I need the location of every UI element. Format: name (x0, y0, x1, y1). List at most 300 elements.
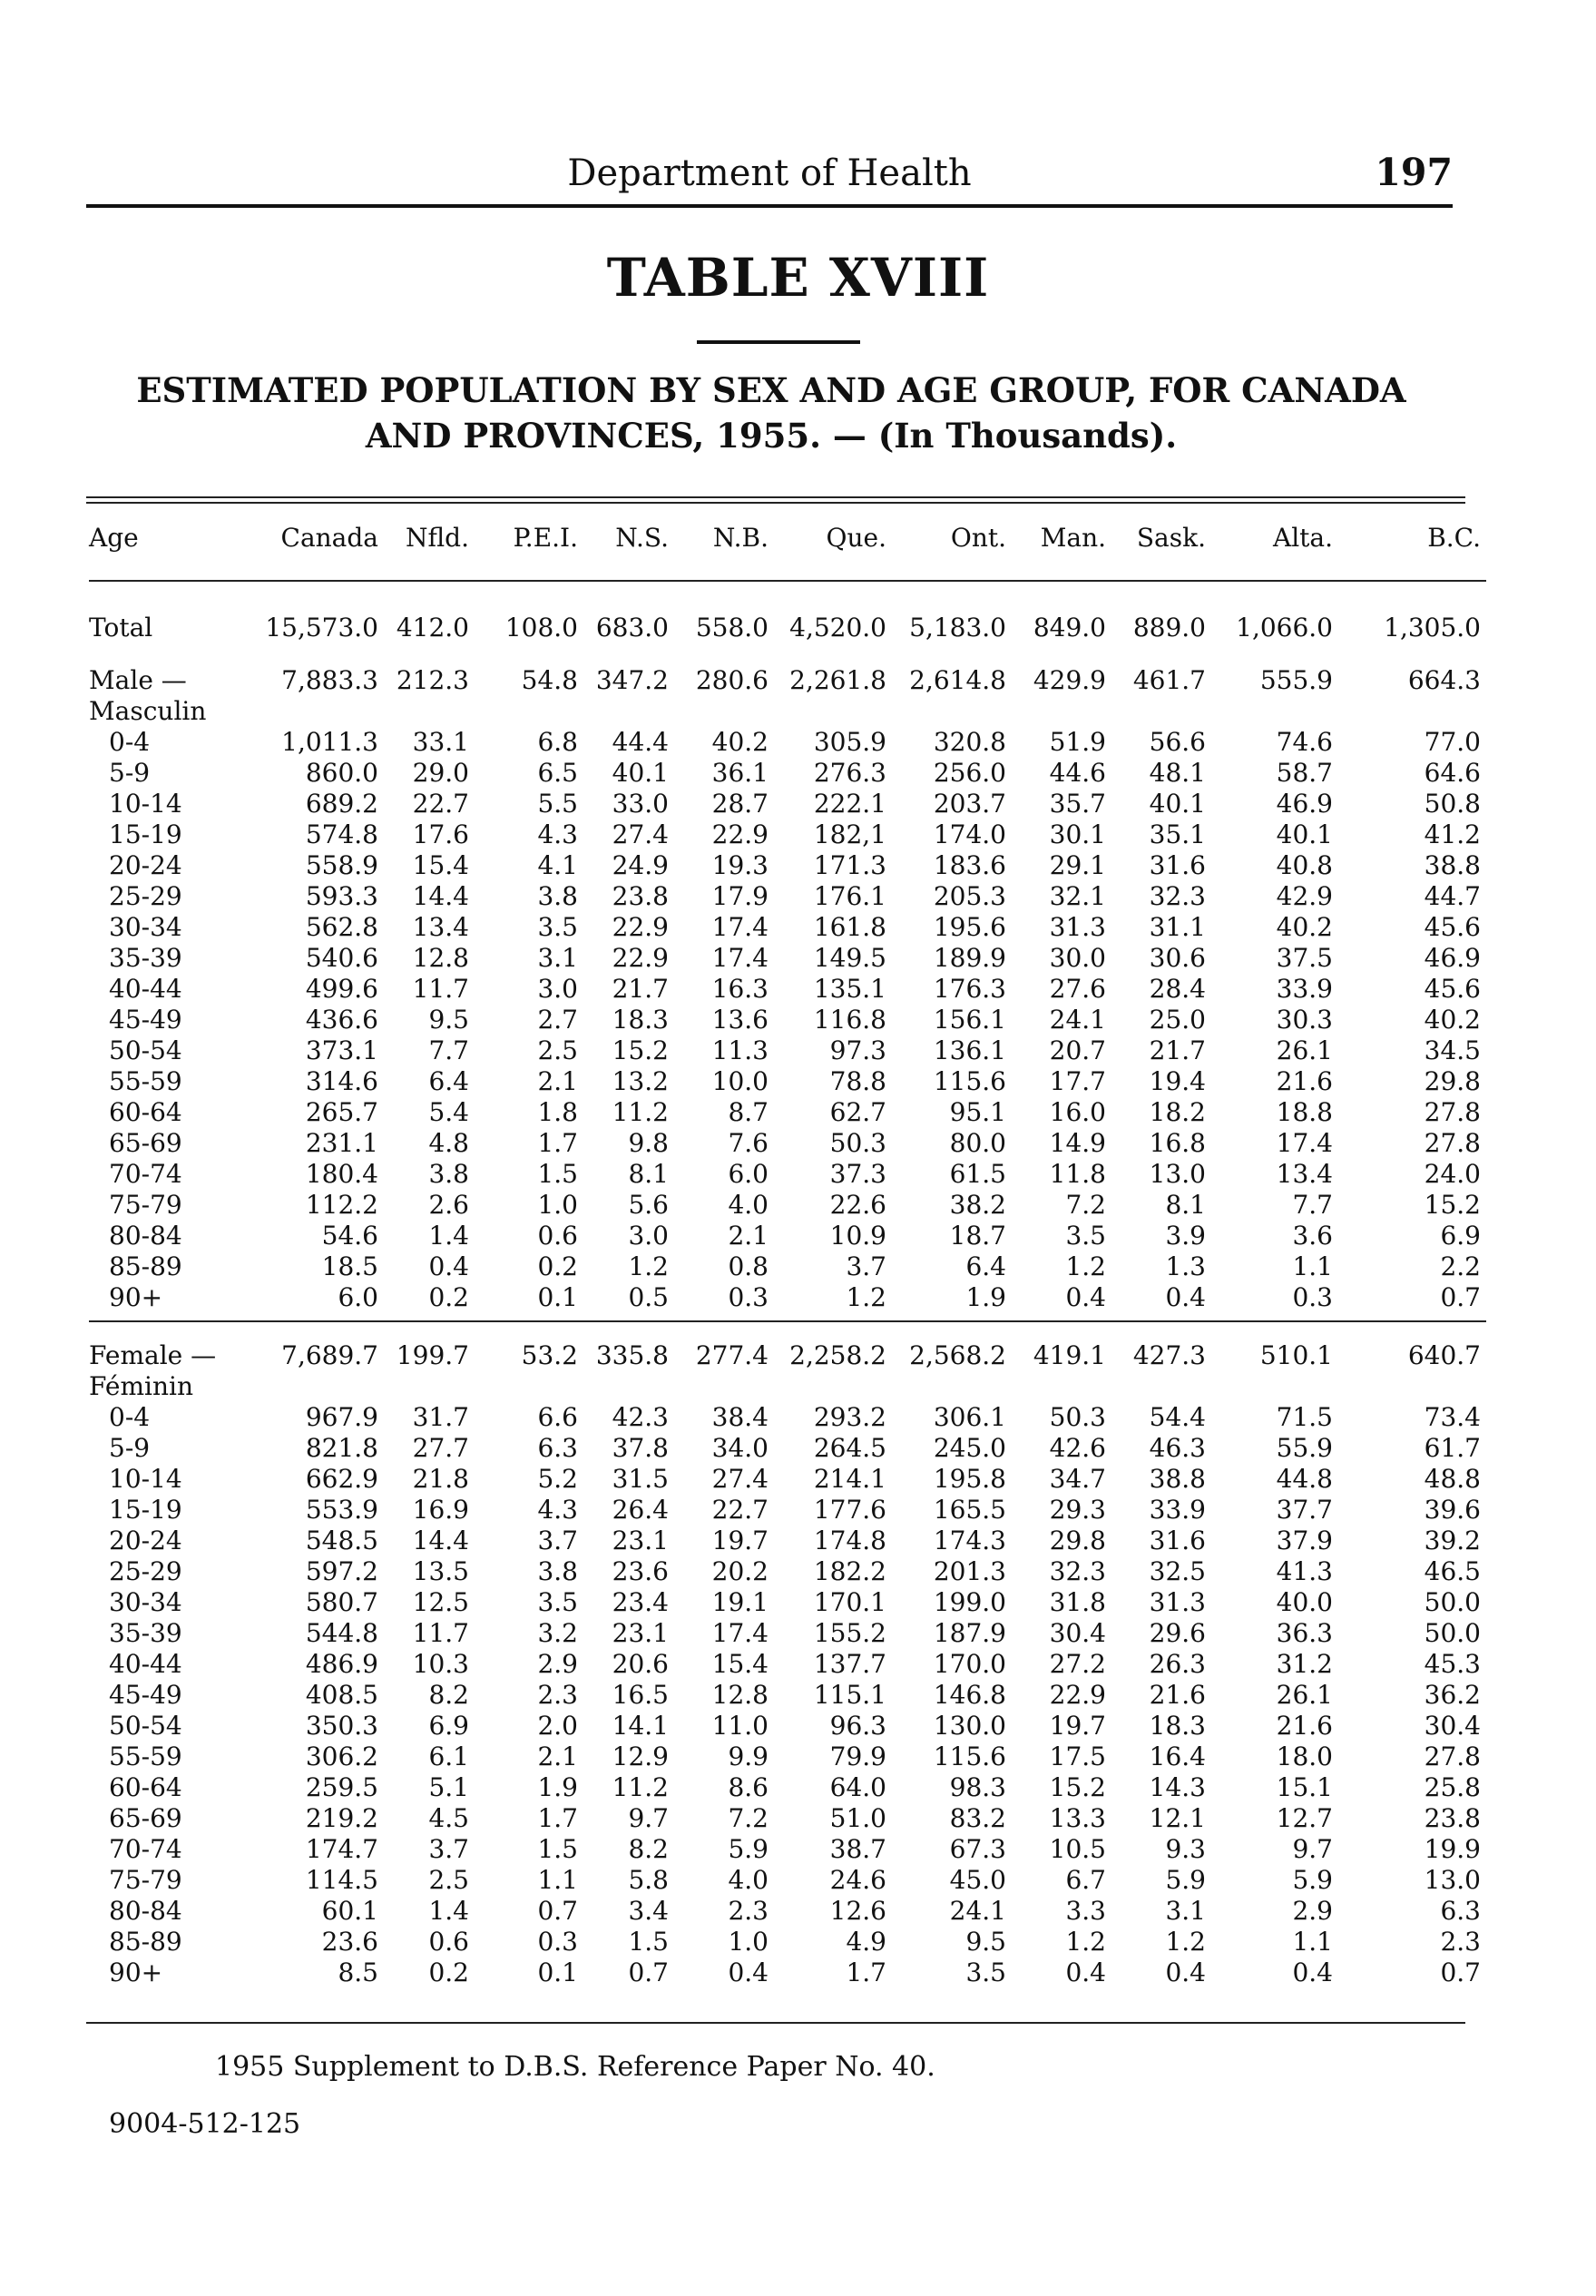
age-group-label: 50-54 (109, 1035, 182, 1065)
table-cell: 31.6 (1149, 1526, 1206, 1555)
table-cell: 4.3 (537, 1495, 578, 1525)
column-header: N.B. (712, 523, 769, 553)
table-cell: 0.8 (728, 1251, 769, 1281)
table-cell: 19.7 (711, 1526, 769, 1555)
table-cell: 5.8 (628, 1865, 669, 1895)
age-group-label: 30-34 (109, 912, 182, 942)
table-cell: 6.8 (537, 727, 578, 757)
table-cell: 15.2 (1049, 1772, 1106, 1802)
table-cell: 597.2 (305, 1556, 378, 1586)
table-row (89, 1005, 1486, 1035)
table-cell: 23.6 (612, 1556, 669, 1586)
age-group-label: 40-44 (109, 1649, 182, 1679)
table-cell: 40.0 (1276, 1587, 1333, 1617)
age-group-label: 80-84 (109, 1896, 182, 1926)
table-cell: 29.0 (412, 758, 469, 788)
table-cell: 22.9 (612, 912, 669, 942)
age-group-label: 50-54 (109, 1711, 182, 1741)
table-cell: 95.1 (949, 1097, 1006, 1127)
age-group-label: 60-64 (109, 1772, 182, 1802)
table-cell: 1,305.0 (1384, 613, 1481, 643)
table-cell: 31.8 (1049, 1587, 1106, 1617)
table-cell: 40.2 (1424, 1005, 1481, 1035)
table-cell: 280.6 (695, 665, 769, 695)
table-cell: 548.5 (305, 1526, 378, 1555)
table-cell: 33.9 (1149, 1495, 1206, 1525)
table-cell: 558.9 (305, 850, 378, 880)
table-cell: 7.7 (428, 1035, 469, 1065)
table-cell: 1.2 (846, 1282, 886, 1312)
table-cell: 350.3 (305, 1711, 378, 1741)
table-cell: 821.8 (305, 1433, 378, 1463)
table-cell: 171.3 (813, 850, 886, 880)
table-cell: 20.6 (612, 1649, 669, 1679)
table-cell: 35.7 (1049, 789, 1106, 819)
table-cell: 0.4 (1065, 1957, 1106, 1987)
table-cell: 26.3 (1149, 1649, 1206, 1679)
table-cell: 259.5 (305, 1772, 378, 1802)
age-group-label: 45-49 (109, 1680, 182, 1710)
table-cell: 3.4 (628, 1896, 669, 1926)
table-cell: 4.3 (537, 819, 578, 849)
table-cell: 14.1 (612, 1711, 669, 1741)
table-row (89, 1865, 1486, 1896)
table-cell: 165.5 (933, 1495, 1006, 1525)
table-cell: 156.1 (933, 1005, 1006, 1035)
table-row (89, 1190, 1486, 1221)
table-cell: 1.4 (428, 1896, 469, 1926)
table-cell: 199.7 (384, 1321, 475, 1402)
table-cell: 13.2 (612, 1066, 669, 1096)
table-cell: 7,883.3 (281, 665, 378, 695)
table-cell: 27.2 (1049, 1649, 1106, 1679)
table-cell: 640.7 (1338, 1321, 1486, 1402)
table-cell: 37.5 (1276, 943, 1333, 973)
table-cell: 6.9 (428, 1711, 469, 1741)
table-cell: 373.1 (305, 1035, 378, 1065)
table-cell: 0.7 (1440, 1957, 1481, 1987)
page-number: 197 (1375, 151, 1453, 194)
table-cell: 1,066.0 (1236, 613, 1333, 643)
table-row (89, 881, 1486, 912)
table-cell: 115.1 (813, 1680, 886, 1710)
table-cell: 31.3 (1149, 1587, 1206, 1617)
table-cell: 12.7 (1276, 1803, 1333, 1833)
table-cell: 6.6 (537, 1402, 578, 1432)
table-cell: 562.8 (305, 912, 378, 942)
table-cell: 2,258.2 (774, 1321, 892, 1402)
table-cell: 5.9 (1292, 1865, 1333, 1895)
table-cell: 1.1 (1292, 1927, 1333, 1957)
table-cell: 37.7 (1276, 1495, 1333, 1525)
table-cell: 0.2 (428, 1957, 469, 1987)
table-cell: 174.0 (933, 819, 1006, 849)
table-cell: 2.6 (428, 1190, 469, 1220)
title-rule (697, 340, 860, 344)
table-cell: 2.5 (428, 1865, 469, 1895)
table-cell: 48.1 (1149, 758, 1206, 788)
table-cell: 23.1 (612, 1526, 669, 1555)
table-cell: 30.3 (1276, 1005, 1333, 1035)
table-cell: 135.1 (813, 974, 886, 1004)
table-cell: 265.7 (305, 1097, 378, 1127)
table-cell: 60.1 (321, 1896, 378, 1926)
table-cell: 212.3 (396, 665, 469, 695)
age-group-label: 40-44 (109, 974, 182, 1004)
table-cell: 5.4 (428, 1097, 469, 1127)
table-cell: 8.1 (628, 1159, 669, 1189)
column-header: Que. (826, 523, 886, 553)
table-cell: 189.9 (933, 943, 1006, 973)
table-cell: 683.0 (595, 613, 669, 643)
age-group-label: 70-74 (109, 1159, 182, 1189)
table-cell: 219.2 (305, 1803, 378, 1833)
table-title: TABLE XVIII (606, 247, 990, 309)
table-cell: 14.9 (1049, 1128, 1106, 1158)
male-label (89, 649, 248, 727)
table-cell: 22.6 (829, 1190, 886, 1220)
age-group-label: 65-69 (109, 1128, 182, 1158)
table-cell: 1.9 (965, 1282, 1006, 1312)
table-cell: 30.4 (1049, 1618, 1106, 1648)
table-cell: 13.4 (1276, 1159, 1333, 1189)
table-cell: 53.2 (475, 1321, 583, 1402)
table-cell: 3.5 (965, 1957, 1006, 1987)
table-cell: 17.5 (1049, 1742, 1106, 1771)
table-cell: 5.5 (537, 789, 578, 819)
age-group-label: 15-19 (109, 1495, 182, 1525)
age-group-label: 70-74 (109, 1834, 182, 1864)
table-cell: 0.4 (1292, 1957, 1333, 1987)
table-row (89, 1556, 1486, 1587)
table-cell: 33.9 (1276, 974, 1333, 1004)
table-cell: 16.0 (1049, 1097, 1106, 1127)
table-cell: 2.7 (537, 1005, 578, 1035)
age-group-label: 0-4 (109, 727, 151, 757)
column-header: B.C. (1427, 523, 1481, 553)
table-cell: 1.2 (1065, 1251, 1106, 1281)
table-cell: 306.1 (933, 1402, 1006, 1432)
table-cell: 429.9 (1033, 665, 1106, 695)
table-cell: 161.8 (813, 912, 886, 942)
table-cell: 540.6 (305, 943, 378, 973)
table-cell: 23.1 (612, 1618, 669, 1648)
table-cell: 34.0 (711, 1433, 769, 1463)
table-row (89, 789, 1486, 819)
table-cell: 31.5 (612, 1464, 669, 1494)
table-row (89, 912, 1486, 943)
table-cell: 29.3 (1049, 1495, 1106, 1525)
table-cell: 486.9 (305, 1649, 378, 1679)
table-cell: 12.5 (412, 1587, 469, 1617)
table-row (89, 1035, 1486, 1066)
table-cell: 199.0 (933, 1587, 1006, 1617)
table-cell: 6.3 (1440, 1896, 1481, 1926)
table-cell: 7.6 (728, 1128, 769, 1158)
table-cell: 177.6 (813, 1495, 886, 1525)
table-cell: 50.8 (1424, 789, 1481, 819)
table-cell: 15.2 (612, 1035, 669, 1065)
age-group-label: 5-9 (109, 758, 151, 788)
table-cell: 436.6 (305, 1005, 378, 1035)
table-cell: 26.4 (612, 1495, 669, 1525)
table-cell: 664.3 (1407, 665, 1481, 695)
table-cell: 77.0 (1424, 727, 1481, 757)
table-cell: 1.0 (537, 1190, 578, 1220)
table-row (89, 1927, 1486, 1957)
table-cell: 42.6 (1049, 1433, 1106, 1463)
table-cell: 2,261.8 (789, 665, 886, 695)
table-cell: 13.6 (711, 1005, 769, 1035)
table-cell: 13.0 (1149, 1159, 1206, 1189)
table-cell: 276.3 (813, 758, 886, 788)
table-cell: 45.3 (1424, 1649, 1481, 1679)
table-cell: 23.8 (1424, 1803, 1481, 1833)
table-cell: 1.7 (537, 1128, 578, 1158)
table-cell: 71.5 (1276, 1402, 1333, 1432)
table-top-rule-2 (86, 502, 1465, 504)
table-cell: 14.4 (412, 1526, 469, 1555)
table-cell: 38.7 (829, 1834, 886, 1864)
table-cell: 37.3 (829, 1159, 886, 1189)
table-cell: 0.2 (428, 1282, 469, 1312)
table-cell: 7.2 (728, 1803, 769, 1833)
table-cell: 36.1 (711, 758, 769, 788)
print-code: 9004-512-125 (109, 2108, 301, 2140)
column-header: Canada (280, 523, 378, 553)
table-cell: 30.4 (1424, 1711, 1481, 1741)
table-cell: 419.1 (1012, 1321, 1111, 1402)
table-cell: 25.8 (1424, 1772, 1481, 1802)
table-cell: 27.4 (711, 1464, 769, 1494)
table-cell: 5.6 (628, 1190, 669, 1220)
table-cell: 3.7 (846, 1251, 886, 1281)
table-cell: 54.6 (321, 1221, 378, 1251)
header-rule (86, 204, 1453, 208)
table-cell: 27.4 (612, 819, 669, 849)
male-total-row (89, 649, 1486, 727)
running-header (86, 145, 1453, 200)
table-cell: 15.2 (1424, 1190, 1481, 1220)
table-row (89, 1097, 1486, 1128)
table-cell: 176.1 (813, 881, 886, 911)
running-title: Department of Health (567, 152, 972, 194)
male-label-line-1: Male — (89, 665, 187, 695)
table-cell: 74.6 (1276, 727, 1333, 757)
table-cell: 35.1 (1149, 819, 1206, 849)
table-cell: 42.9 (1276, 881, 1333, 911)
table-cell: 39.2 (1424, 1526, 1481, 1555)
table-cell: 45.0 (949, 1865, 1006, 1895)
table-row (89, 1221, 1486, 1251)
table-cell: 29.6 (1149, 1618, 1206, 1648)
table-row (89, 1282, 1486, 1321)
table-cell: 115.6 (933, 1742, 1006, 1771)
table-row (89, 1495, 1486, 1526)
table-cell: 21.7 (612, 974, 669, 1004)
table-cell: 0.2 (537, 1251, 578, 1281)
table-cell: 195.6 (933, 912, 1006, 942)
table-cell: 231.1 (305, 1128, 378, 1158)
table-cell: 24.1 (949, 1896, 1006, 1926)
table-cell: 8.7 (728, 1097, 769, 1127)
age-group-label: 10-14 (109, 789, 182, 819)
table-row (89, 1834, 1486, 1865)
subtitle-line-1: ESTIMATED POPULATION BY SEX AND AGE GROUP, FOR CANADA (136, 370, 1406, 410)
female-total-row (89, 1321, 1486, 1402)
table-cell: 2.9 (537, 1649, 578, 1679)
table-cell: 48.8 (1424, 1464, 1481, 1494)
table-cell: 574.8 (305, 819, 378, 849)
table-cell: 46.9 (1424, 943, 1481, 973)
table-cell: 54.8 (521, 665, 578, 695)
table-cell: 80.0 (949, 1128, 1006, 1158)
table-cell: 3.5 (537, 1587, 578, 1617)
column-header: Nfld. (406, 523, 469, 553)
table-cell: 61.7 (1424, 1433, 1481, 1463)
table-cell: 3.6 (1292, 1221, 1333, 1251)
table-cell: 18.8 (1276, 1097, 1333, 1127)
table-cell: 214.1 (813, 1464, 886, 1494)
column-header: Alta. (1272, 523, 1333, 553)
table-cell: 17.4 (711, 943, 769, 973)
table-cell: 18.0 (1276, 1742, 1333, 1771)
table-cell: 27.6 (1049, 974, 1106, 1004)
table-cell: 3.8 (537, 881, 578, 911)
table-cell: 0.5 (628, 1282, 669, 1312)
table-cell: 1.5 (537, 1834, 578, 1864)
table-cell: 24.6 (829, 1865, 886, 1895)
column-header: Sask. (1136, 523, 1206, 553)
table-cell: 4.8 (428, 1128, 469, 1158)
table-cell: 3.5 (537, 912, 578, 942)
table-cell: 335.8 (583, 1321, 674, 1402)
table-cell: 38.2 (949, 1190, 1006, 1220)
table-cell: 256.0 (933, 758, 1006, 788)
table-cell: 42.3 (612, 1402, 669, 1432)
table-cell: 16.3 (711, 974, 769, 1004)
table-row (89, 1526, 1486, 1556)
population-table (89, 518, 1486, 1996)
table-cell: 24.0 (1424, 1159, 1481, 1189)
table-cell: 8.6 (728, 1772, 769, 1802)
table-row (89, 1066, 1486, 1097)
table-cell: 45.6 (1424, 912, 1481, 942)
table-cell: 6.7 (1065, 1865, 1106, 1895)
table-cell: 37.9 (1276, 1526, 1333, 1555)
table-cell: 58.7 (1276, 758, 1333, 788)
table-cell: 461.7 (1132, 665, 1206, 695)
table-cell: 264.5 (813, 1433, 886, 1463)
table-cell: 0.4 (1065, 1282, 1106, 1312)
table-cell: 0.7 (1440, 1282, 1481, 1312)
table-cell: 41.2 (1424, 819, 1481, 849)
age-group-label: 30-34 (109, 1587, 182, 1617)
table-cell: 13.5 (412, 1556, 469, 1586)
table-row (89, 1618, 1486, 1649)
female-label (89, 1321, 248, 1402)
table-cell: 21.7 (1149, 1035, 1206, 1065)
table-cell: 6.4 (965, 1251, 1006, 1281)
column-header: P.E.I. (513, 523, 578, 553)
table-cell: 13.3 (1049, 1803, 1106, 1833)
table-cell: 2,614.8 (909, 665, 1006, 695)
table-cell: 14.3 (1149, 1772, 1206, 1802)
table-cell: 4,520.0 (789, 613, 886, 643)
table-cell: 174.8 (813, 1526, 886, 1555)
table-cell: 15,573.0 (265, 613, 378, 643)
table-cell: 0.7 (537, 1896, 578, 1926)
table-cell: 2.2 (1440, 1251, 1481, 1281)
table-cell: 6.3 (537, 1433, 578, 1463)
table-cell: 347.2 (595, 665, 669, 695)
table-cell: 9.7 (628, 1803, 669, 1833)
table-cell: 11.2 (612, 1772, 669, 1802)
table-cell: 13.0 (1424, 1865, 1481, 1895)
table-cell: 176.3 (933, 974, 1006, 1004)
table-cell: 222.1 (813, 789, 886, 819)
table-cell: 23.8 (612, 881, 669, 911)
age-group-label: 5-9 (109, 1433, 151, 1463)
row-label: Total (89, 613, 153, 643)
female-label-line-2: Féminin (89, 1371, 193, 1401)
table-cell: 0.3 (537, 1927, 578, 1957)
table-cell: 1.2 (1165, 1927, 1206, 1957)
table-cell: 46.9 (1276, 789, 1333, 819)
table-cell: 31.7 (412, 1402, 469, 1432)
table-cell: 40.8 (1276, 850, 1333, 880)
table-cell: 114.5 (305, 1865, 378, 1895)
table-cell: 0.3 (728, 1282, 769, 1312)
table-cell: 2.1 (728, 1221, 769, 1251)
age-group-label: 75-79 (109, 1865, 182, 1895)
table-cell: 1.1 (1292, 1251, 1333, 1281)
table-cell: 34.7 (1049, 1464, 1106, 1494)
table-cell: 203.7 (933, 789, 1006, 819)
table-row (89, 1587, 1486, 1618)
table-cell: 1,011.3 (281, 727, 378, 757)
table-cell: 16.8 (1149, 1128, 1206, 1158)
table-row (89, 1402, 1486, 1433)
table-cell: 2.5 (537, 1035, 578, 1065)
table-cell: 62.7 (829, 1097, 886, 1127)
table-bottom-rule (86, 2022, 1465, 2024)
table-cell: 174.7 (305, 1834, 378, 1864)
table-cell: 3.1 (1165, 1896, 1206, 1926)
table-cell: 32.1 (1049, 881, 1106, 911)
table-cell: 0.4 (428, 1251, 469, 1281)
table-cell: 22.9 (1049, 1680, 1106, 1710)
table-cell: 306.2 (305, 1742, 378, 1771)
age-group-label: 90+ (109, 1282, 163, 1312)
table-cell: 29.8 (1424, 1066, 1481, 1096)
table-cell: 510.1 (1211, 1321, 1338, 1402)
table-cell: 38.8 (1424, 850, 1481, 880)
table-row (89, 1464, 1486, 1495)
table-cell: 136.1 (933, 1035, 1006, 1065)
table-cell: 12.6 (829, 1896, 886, 1926)
table-cell: 0.7 (628, 1957, 669, 1987)
table-cell: 28.7 (711, 789, 769, 819)
table-cell: 18.3 (1149, 1711, 1206, 1741)
table-cell: 19.1 (711, 1587, 769, 1617)
table-cell: 0.6 (537, 1221, 578, 1251)
table-cell: 3.8 (537, 1556, 578, 1586)
table-cell: 27.8 (1424, 1742, 1481, 1771)
table-cell: 78.8 (829, 1066, 886, 1096)
table-cell: 25.0 (1149, 1005, 1206, 1035)
table-cell: 56.6 (1149, 727, 1206, 757)
